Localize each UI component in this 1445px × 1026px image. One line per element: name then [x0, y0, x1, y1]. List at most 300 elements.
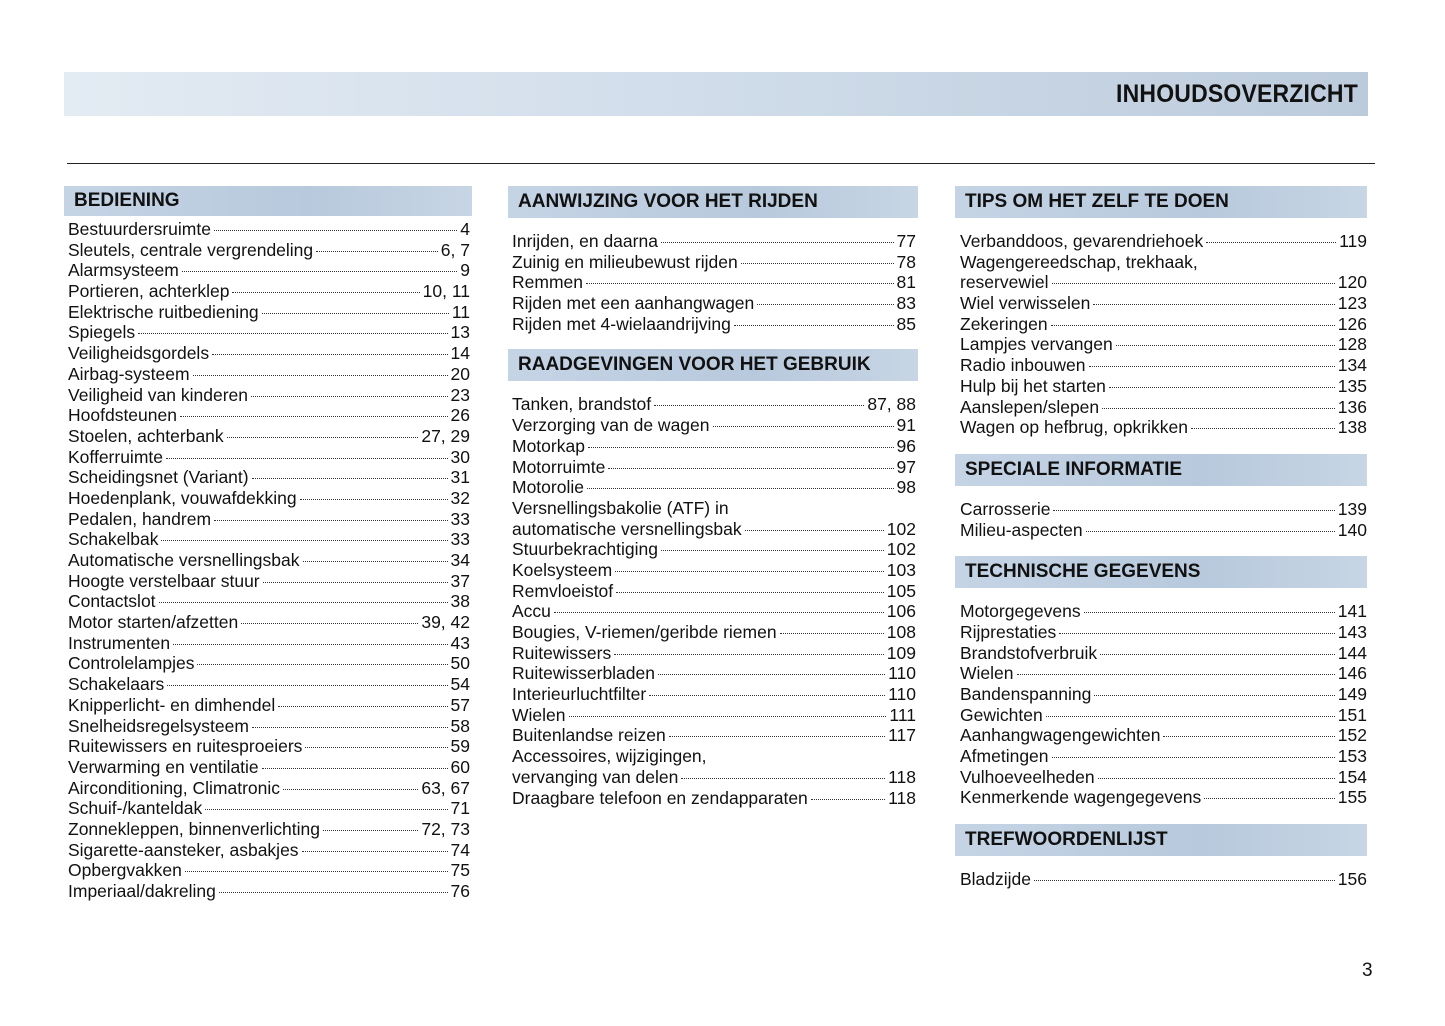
page-title: INHOUDSOVERZICHT — [1116, 80, 1358, 108]
entry-label: Motorkap — [512, 435, 585, 456]
entry-list — [955, 869, 1367, 890]
toc-section-trefwoordenlijst — [955, 824, 1367, 890]
entry-label: Bladzijde — [960, 869, 1032, 890]
entry-label: Milieu-aspecten — [960, 519, 1083, 540]
entry-page: 141 — [1337, 601, 1367, 622]
entry-page: 63, 67 — [421, 777, 470, 798]
entry-page: 27, 29 — [421, 425, 470, 446]
toc-entry — [508, 643, 918, 664]
entry-list — [955, 499, 1367, 540]
entry-label: Wielen — [512, 704, 566, 725]
toc-entry — [64, 260, 472, 281]
entry-page: 98 — [896, 477, 916, 498]
entry-label: Zuinig en milieubewust rijden — [512, 251, 738, 272]
entry-label: Zekeringen — [960, 313, 1048, 334]
entry-page: 20 — [450, 363, 470, 384]
entry-label: Portieren, achterklep — [68, 281, 230, 302]
entry-page: 140 — [1337, 519, 1367, 540]
toc-entry — [508, 767, 918, 788]
dot-leader — [658, 674, 885, 675]
entry-label: Hoedenplank, vouwafdekking — [68, 487, 297, 508]
dot-leader — [159, 602, 448, 603]
dot-leader — [1100, 654, 1335, 655]
toc-entry — [64, 364, 472, 385]
section-header: AANWIJZING VOOR HET RIJDEN — [508, 186, 918, 218]
dot-leader — [252, 478, 448, 479]
entry-label: Remmen — [512, 272, 583, 293]
entry-page: 108 — [886, 622, 916, 642]
dot-leader — [197, 664, 447, 665]
entry-label: reservewiel — [960, 272, 1049, 293]
entry-page: 134 — [1337, 355, 1367, 376]
toc-entry — [955, 725, 1367, 746]
toc-entry — [64, 757, 472, 778]
dot-leader — [1053, 510, 1334, 511]
toc-entry — [955, 397, 1367, 418]
dot-leader — [745, 530, 884, 531]
entry-label: Verzorging van de wagen — [512, 415, 710, 436]
toc-entry — [64, 529, 472, 550]
toc-entry — [64, 612, 472, 633]
entry-label: Stuurbekrachtiging — [512, 539, 658, 560]
entry-label: Ruitewisserbladen — [512, 663, 655, 684]
entry-label: automatische versnellingsbak — [512, 518, 742, 539]
dot-leader — [262, 313, 449, 314]
dot-leader — [138, 333, 447, 334]
dot-leader — [182, 271, 457, 272]
toc-entry — [955, 355, 1367, 376]
entry-page: 102 — [886, 518, 916, 539]
toc-entry — [955, 622, 1367, 643]
entry-page: 138 — [1337, 417, 1367, 438]
entry-page: 38 — [450, 591, 470, 612]
toc-entry — [508, 788, 918, 809]
toc-entry — [508, 436, 918, 457]
entry-label: Schakelaars — [68, 674, 165, 695]
toc-entry — [64, 488, 472, 509]
toc-column-3 — [955, 186, 1367, 890]
entry-label: Versnellingsbakolie (ATF) in — [512, 497, 729, 518]
entry-label: Bougies, V-riemen/geribde riemen — [512, 622, 777, 642]
entry-page: 144 — [1337, 642, 1367, 663]
toc-entry — [64, 571, 472, 592]
entry-label: Wiel verwisselen — [960, 293, 1091, 314]
dot-leader — [303, 561, 448, 562]
entry-page: 106 — [886, 601, 916, 622]
dot-leader — [1094, 695, 1334, 696]
toc-entry — [64, 281, 472, 302]
entry-label: Tanken, brandstof — [512, 394, 652, 415]
entry-label: Carrosserie — [960, 498, 1051, 519]
toc-entry — [955, 376, 1367, 397]
dot-leader — [323, 830, 418, 831]
entry-label: Aanhangwagengewichten — [960, 725, 1161, 746]
entry-page: 57 — [450, 694, 470, 715]
entry-page: 151 — [1337, 704, 1367, 725]
toc-entry — [508, 415, 918, 436]
entry-page: 85 — [896, 313, 916, 334]
entry-label: Rijden met een aanhangwagen — [512, 293, 755, 314]
toc-entry — [64, 385, 472, 406]
toc-entry — [508, 231, 918, 252]
entry-label: Sleutels, centrale vergrendeling — [68, 239, 314, 260]
entry-label: Draagbare telefoon en zendapparaten — [512, 787, 808, 808]
toc-entry — [64, 860, 472, 881]
entry-page: 110 — [888, 684, 916, 705]
toc-entry — [64, 736, 472, 757]
toc-entry — [508, 519, 918, 540]
entry-label: Lampjes vervangen — [960, 334, 1113, 355]
entry-page: 83 — [896, 293, 916, 314]
toc-entry — [64, 633, 472, 654]
toc-entry — [64, 653, 472, 674]
entry-label: Spiegels — [68, 322, 136, 343]
toc-entry — [64, 426, 472, 447]
toc-entry — [64, 467, 472, 488]
entry-label: Buitenlandse reizen — [512, 725, 666, 746]
entry-page: 103 — [886, 559, 916, 580]
dot-leader — [780, 633, 884, 634]
dot-leader — [588, 447, 894, 448]
entry-page: 105 — [886, 580, 916, 601]
entry-label: Alarmsysteem — [68, 260, 179, 281]
toc-entry — [508, 457, 918, 478]
entry-page: 11 — [451, 301, 470, 322]
toc-entry — [955, 643, 1367, 664]
entry-page: 91 — [896, 415, 916, 436]
entry-page: 102 — [886, 539, 916, 560]
page-number: 3 — [1362, 960, 1373, 981]
entry-page: 81 — [896, 272, 916, 293]
entry-page: 33 — [450, 529, 470, 550]
toc-entry — [508, 705, 918, 726]
entry-label: Veiligheidsgordels — [68, 343, 210, 364]
entry-page: 117 — [888, 725, 916, 746]
toc-section-raadgevingen — [508, 349, 918, 808]
entry-label: Bestuurdersruimte — [68, 219, 211, 239]
dot-leader — [316, 251, 438, 252]
entry-label: Accu — [512, 601, 551, 622]
toc-entry — [508, 272, 918, 293]
toc-entry — [955, 334, 1367, 355]
entry-list — [508, 231, 918, 334]
entry-label: Snelheidsregelsysteem — [68, 715, 249, 736]
entry-label: Motor starten/afzetten — [68, 612, 239, 633]
dot-leader — [214, 230, 457, 231]
entry-page: 78 — [896, 251, 916, 272]
toc-entry — [508, 539, 918, 560]
entry-label: Instrumenten — [68, 632, 171, 653]
entry-page: 6, 7 — [440, 239, 470, 260]
entry-label: Afmetingen — [960, 746, 1049, 767]
toc-entry — [955, 663, 1367, 684]
entry-list — [955, 601, 1367, 808]
entry-label: Remvloeistof — [512, 580, 614, 601]
dot-leader — [741, 263, 894, 264]
entry-page: 4 — [460, 219, 470, 239]
toc-entry — [955, 684, 1367, 705]
entry-page: 87, 88 — [867, 394, 916, 415]
entry-page: 119 — [1339, 231, 1367, 251]
entry-page: 111 — [889, 704, 916, 725]
toc-entry — [508, 314, 918, 335]
dot-leader — [1034, 880, 1335, 881]
dot-leader — [1052, 283, 1335, 284]
toc-entry — [508, 601, 918, 622]
toc-entry — [64, 405, 472, 426]
entry-page: 120 — [1337, 272, 1367, 293]
spacer — [955, 438, 1367, 454]
entry-label: Hulp bij het starten — [960, 375, 1106, 396]
entry-page: 110 — [888, 663, 916, 684]
toc-section-speciale-informatie — [955, 454, 1367, 540]
entry-label: Imperiaal/dakreling — [68, 881, 216, 901]
entry-page: 31 — [450, 467, 470, 488]
entry-page: 32 — [450, 487, 470, 508]
entry-label: Hoogte verstelbaar stuur — [68, 570, 260, 591]
entry-page: 97 — [896, 456, 916, 477]
entry-label: Schakelbak — [68, 529, 159, 550]
entry-label: Elektrische ruitbediening — [68, 301, 259, 322]
entry-page: 126 — [1337, 313, 1367, 334]
dot-leader — [232, 292, 419, 293]
dot-leader — [300, 499, 448, 500]
toc-entry — [955, 705, 1367, 726]
toc-entry — [955, 499, 1367, 520]
spacer — [955, 808, 1367, 824]
entry-label: Contactslot — [68, 591, 156, 612]
entry-page: 96 — [896, 435, 916, 456]
entry-label: Aanslepen/slepen — [960, 396, 1100, 417]
entry-page: 74 — [450, 839, 470, 860]
entry-page: 26 — [450, 405, 470, 426]
entry-list — [508, 394, 918, 808]
entry-label: Controlelampjes — [68, 653, 195, 674]
dot-leader — [1089, 366, 1335, 367]
toc-entry — [64, 240, 472, 261]
entry-list — [955, 231, 1367, 438]
entry-page: 37 — [450, 570, 470, 591]
toc-column-1 — [64, 186, 472, 902]
entry-page: 143 — [1337, 621, 1367, 642]
toc-entry — [508, 293, 918, 314]
toc-entry — [64, 840, 472, 861]
toc-entry — [508, 477, 918, 498]
dot-leader — [569, 716, 887, 717]
dot-leader — [554, 612, 884, 613]
entry-page: 149 — [1337, 684, 1367, 704]
toc-entry — [64, 695, 472, 716]
dot-leader — [1102, 408, 1335, 409]
toc-entry — [955, 417, 1367, 438]
entry-page: 43 — [450, 632, 470, 653]
entry-label: Bandenspanning — [960, 684, 1092, 704]
entry-page: 77 — [896, 231, 916, 251]
entry-page: 152 — [1337, 725, 1367, 746]
entry-page: 60 — [450, 756, 470, 777]
toc-entry — [508, 622, 918, 643]
entry-page: 136 — [1337, 396, 1367, 417]
toc-entry — [955, 601, 1367, 622]
toc-entry — [508, 684, 918, 705]
entry-page: 135 — [1337, 375, 1367, 396]
dot-leader — [587, 488, 894, 489]
toc-entry — [64, 302, 472, 323]
toc-entry — [955, 746, 1367, 767]
dot-leader — [193, 375, 448, 376]
section-header: TIPS OM HET ZELF TE DOEN — [955, 186, 1367, 218]
dot-leader — [614, 654, 884, 655]
dot-leader — [302, 851, 448, 852]
toc-entry — [64, 819, 472, 840]
entry-page: 118 — [888, 787, 916, 808]
dot-leader — [283, 789, 418, 790]
dot-leader — [608, 468, 893, 469]
entry-label: Ruitewissers en ruitesproeiers — [68, 736, 303, 757]
entry-label: Inrijden, en daarna — [512, 231, 658, 251]
dot-leader — [586, 283, 894, 284]
entry-label: Stoelen, achterbank — [68, 425, 224, 446]
entry-page: 146 — [1337, 663, 1367, 684]
toc-entry — [64, 322, 472, 343]
entry-label: Automatische versnellingsbak — [68, 550, 300, 570]
entry-label: Verwarming en ventilatie — [68, 756, 259, 777]
dot-leader — [661, 550, 884, 551]
dot-leader — [167, 685, 447, 686]
dot-leader — [713, 426, 894, 427]
entry-page: 9 — [460, 260, 470, 281]
toc-section-bediening — [64, 186, 472, 902]
entry-list — [64, 219, 472, 902]
entry-label: Brandstofverbruik — [960, 642, 1098, 663]
entry-label: Kenmerkende wagengegevens — [960, 787, 1202, 808]
entry-label: Airbag-systeem — [68, 363, 190, 384]
entry-page: 34 — [450, 550, 470, 570]
entry-label: Ruitewissers — [512, 642, 612, 663]
entry-label: Accessoires, wijzigingen, — [512, 746, 707, 767]
toc-entry — [955, 231, 1367, 252]
dot-leader — [1191, 428, 1335, 429]
entry-label: Gewichten — [960, 704, 1043, 725]
entry-label: vervanging van delen — [512, 766, 679, 787]
entry-page: 30 — [450, 446, 470, 467]
dot-leader — [734, 325, 894, 326]
toc-entry — [64, 509, 472, 530]
entry-page: 109 — [886, 642, 916, 663]
dot-leader — [649, 695, 885, 696]
entry-page: 59 — [450, 736, 470, 757]
toc-entry — [64, 716, 472, 737]
entry-page: 33 — [450, 508, 470, 529]
dot-leader — [214, 520, 448, 521]
toc-entry — [64, 219, 472, 240]
dot-leader — [1163, 736, 1334, 737]
dot-leader — [185, 871, 448, 872]
entry-label: Verbanddoos, gevarendriehoek — [960, 231, 1204, 251]
spacer — [955, 540, 1367, 556]
entry-page: 71 — [450, 798, 470, 819]
entry-label: Motorgegevens — [960, 601, 1081, 622]
entry-page: 14 — [450, 343, 470, 364]
toc-entry — [508, 252, 918, 273]
dot-leader — [166, 458, 448, 459]
dot-leader — [1059, 633, 1335, 634]
entry-page: 153 — [1337, 746, 1367, 767]
toc-entry — [64, 674, 472, 695]
entry-label: Wielen — [960, 663, 1014, 684]
toc-entry — [64, 591, 472, 612]
dot-leader — [1116, 345, 1335, 346]
dot-leader — [615, 571, 884, 572]
dot-leader — [1051, 325, 1335, 326]
section-header: TREFWOORDENLIJST — [955, 824, 1367, 856]
entry-label: Opbergvakken — [68, 860, 182, 881]
toc-section-tips — [955, 186, 1367, 438]
dot-leader — [661, 242, 894, 243]
entry-label: Zonnekleppen, binnenverlichting — [68, 818, 320, 839]
entry-label: Airconditioning, Climatronic — [68, 777, 281, 798]
dot-leader — [173, 644, 447, 645]
entry-label: Pedalen, handrem — [68, 508, 212, 529]
dot-leader — [1052, 757, 1335, 758]
entry-page: 155 — [1337, 787, 1367, 808]
dot-leader — [252, 727, 448, 728]
dot-leader — [241, 623, 418, 624]
dot-leader — [1098, 778, 1335, 779]
entry-label: Veiligheid van kinderen — [68, 384, 248, 405]
dot-leader — [811, 799, 885, 800]
entry-label: Radio inbouwen — [960, 355, 1086, 376]
toc-section-aanwijzing — [508, 186, 918, 334]
entry-label: Kofferruimte — [68, 446, 163, 467]
divider — [67, 163, 1375, 164]
entry-page: 139 — [1337, 498, 1367, 519]
dot-leader — [1206, 242, 1336, 243]
entry-label: Schuif-/kanteldak — [68, 798, 203, 819]
entry-label: Hoofdsteunen — [68, 405, 177, 426]
entry-page: 72, 73 — [421, 818, 470, 839]
section-header: BEDIENING — [64, 186, 472, 216]
entry-label: Knipperlicht- en dimhendel — [68, 694, 276, 715]
toc-column-2 — [508, 186, 918, 808]
entry-label: Sigarette-aansteker, asbakjes — [68, 839, 299, 860]
toc-entry — [64, 881, 472, 902]
entry-page: 156 — [1337, 869, 1367, 890]
toc-entry — [508, 663, 918, 684]
toc-entry — [955, 314, 1367, 335]
entry-label: Wagengereedschap, trekhaak, — [960, 251, 1198, 272]
toc-entry — [64, 447, 472, 468]
toc-entry — [508, 498, 918, 519]
entry-page: 154 — [1337, 766, 1367, 787]
entry-page: 23 — [450, 384, 470, 405]
entry-page: 118 — [888, 766, 916, 787]
entry-label: Vulhoeveelheden — [960, 766, 1095, 787]
entry-page: 128 — [1337, 334, 1367, 355]
section-header: SPECIALE INFORMATIE — [955, 454, 1367, 486]
entry-label: Motorolie — [512, 477, 584, 498]
toc-entry — [508, 746, 918, 767]
dot-leader — [219, 892, 448, 893]
toc-entry — [508, 581, 918, 602]
entry-page: 39, 42 — [421, 612, 470, 633]
entry-page: 58 — [450, 715, 470, 736]
entry-label: Motorruimte — [512, 456, 606, 477]
entry-page: 54 — [450, 674, 470, 695]
dot-leader — [616, 592, 884, 593]
dot-leader — [251, 396, 448, 397]
dot-leader — [654, 405, 864, 406]
